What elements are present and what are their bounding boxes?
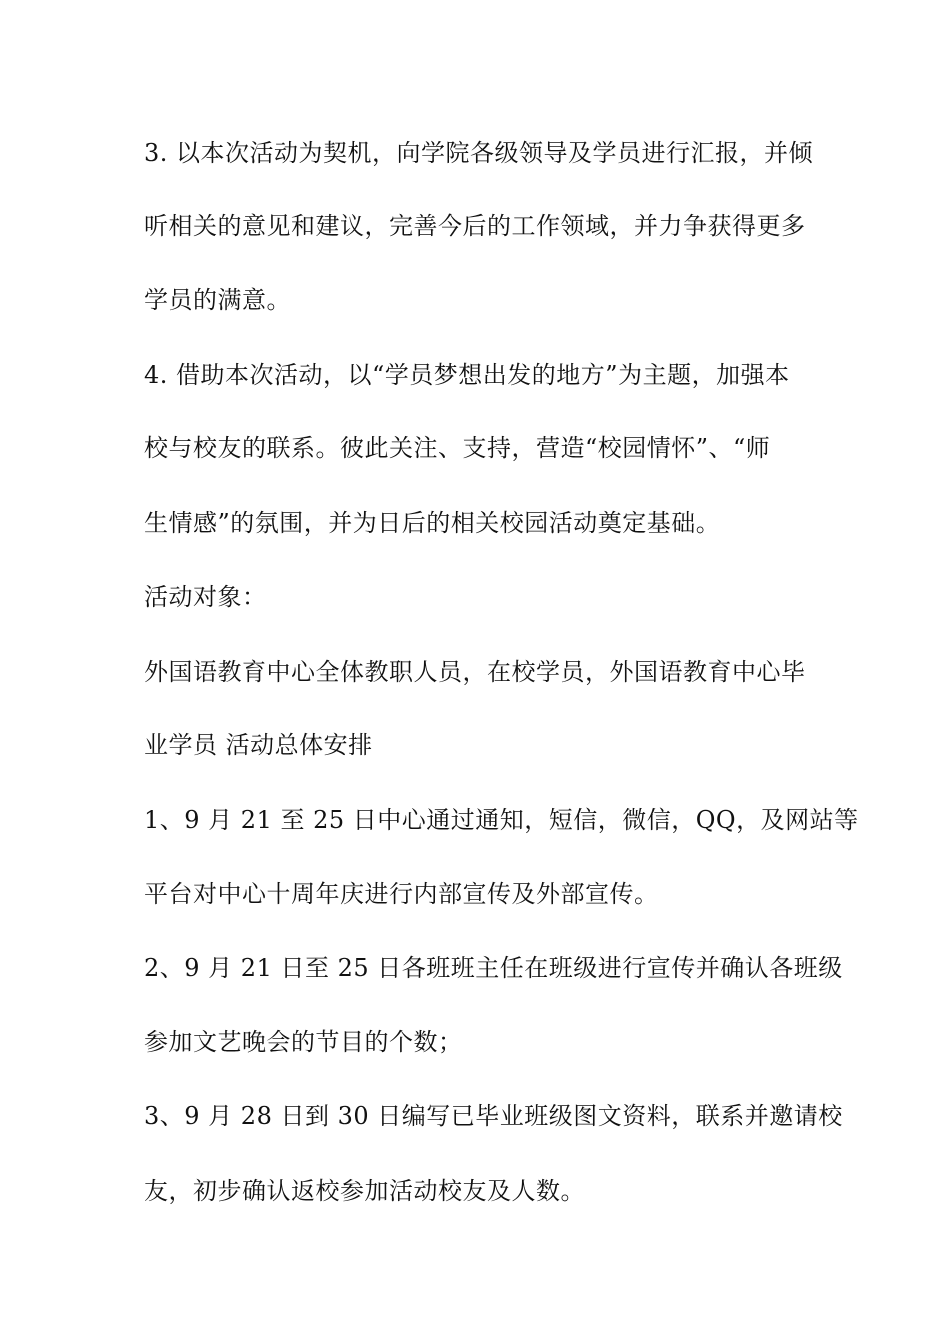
text-line: 2、9 月 21 日至 25 日各班班主任在班级进行宣传并确认各班级 xyxy=(144,954,843,982)
text-line: 参加文艺晚会的节目的个数； xyxy=(144,1028,463,1056)
text-line: 3、9 月 28 日到 30 日编写已毕业班级图文资料，联系并邀请校 xyxy=(144,1102,843,1130)
text-line: 1、9 月 21 至 25 日中心通过通知，短信，微信，QQ，及网站等 xyxy=(144,806,859,834)
text-line: 4. 借助本次活动，以“学员梦想出发的地方”为主题，加强本 xyxy=(144,361,790,389)
section-label: 活动对象： xyxy=(144,583,267,611)
text-line: 3. 以本次活动为契机，向学院各级领导及学员进行汇报，并倾 xyxy=(144,139,814,167)
text-line: 外国语教育中心全体教职人员，在校学员，外国语教育中心毕 xyxy=(144,658,806,686)
text-line: 听相关的意见和建议，完善今后的工作领域，并力争获得更多 xyxy=(144,212,806,240)
text-line: 校与校友的联系。彼此关注、支持，营造“校园情怀”、“师 xyxy=(144,434,771,462)
text-line: 生情感”的氛围，并为日后的相关校园活动奠定基础。 xyxy=(144,509,721,537)
text-line: 学员的满意。 xyxy=(144,286,291,314)
text-line: 业学员 活动总体安排 xyxy=(144,731,373,759)
text-line: 平台对中心十周年庆进行内部宣传及外部宣传。 xyxy=(144,880,659,908)
text-line: 友，初步确认返校参加活动校友及人数。 xyxy=(144,1177,585,1205)
